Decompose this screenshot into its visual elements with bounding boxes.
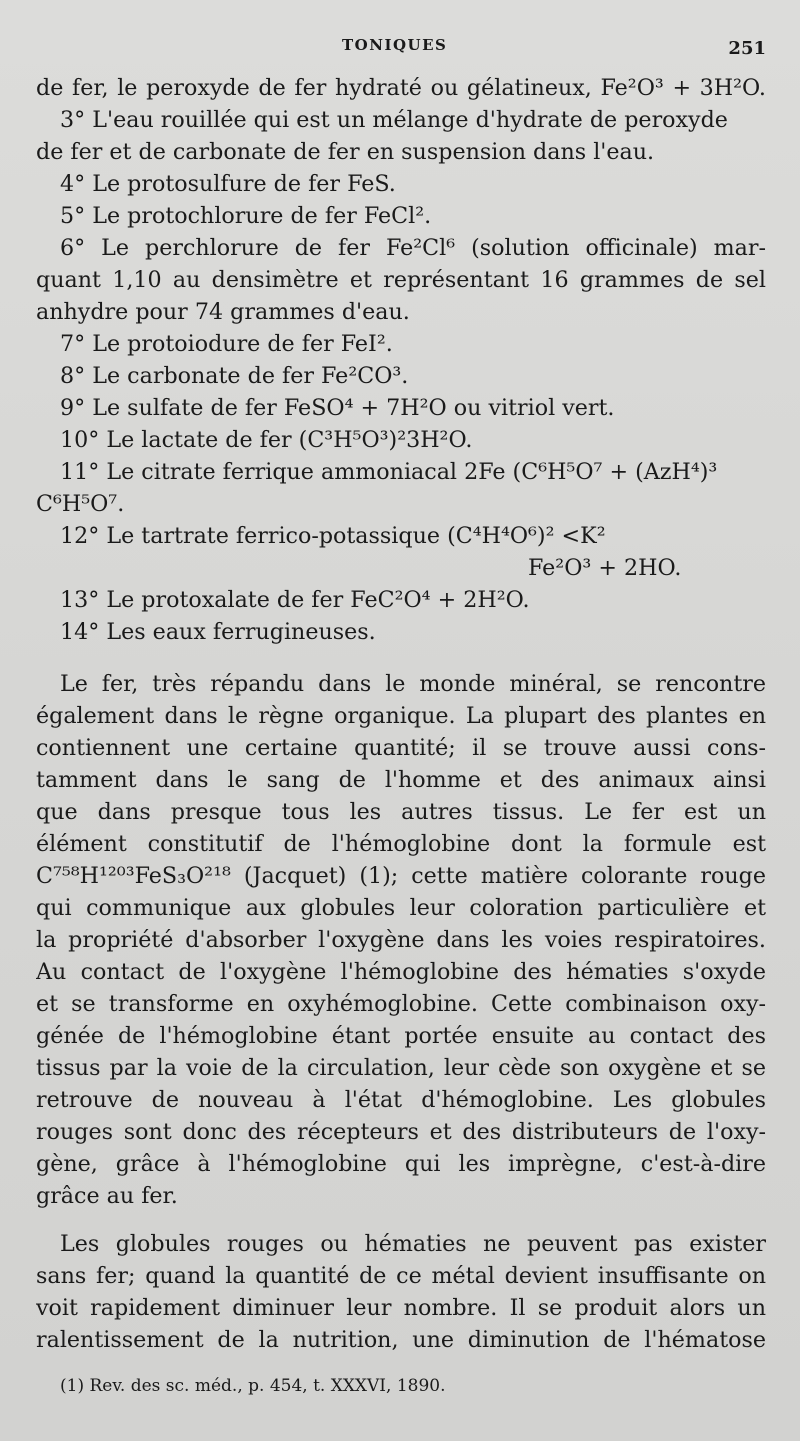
list-item: 10° Le lactate de fer (C³H⁵O³)²3H²O. [60, 427, 473, 453]
list-item: 11° Le citrate ferrique ammoniacal 2Fe (C⁶H⁵O⁷ + (AzH⁴)³ [60, 459, 718, 485]
text-line: rouges sont donc des récepteurs et des distributeurs de l'oxy- [36, 1119, 766, 1145]
text-line: Fe²O³ + 2HO. [528, 555, 682, 581]
text-line: retrouve de nouveau à l'état d'hémoglobine. Les globules [36, 1087, 766, 1113]
text-line: Les globules rouges ou hématies ne peuvent pas exister [60, 1231, 766, 1257]
text-line: voit rapidement diminuer leur nombre. Il se produit alors un [36, 1295, 766, 1321]
text-line: et se transforme en oxyhémoglobine. Cette combinaison oxy- [36, 991, 766, 1017]
text-line: grâce au fer. [36, 1183, 178, 1209]
list-item: 4° Le protosulfure de fer FeS. [60, 171, 396, 197]
list-item: 6° Le perchlorure de fer Fe²Cl⁶ (solution officinale) mar- [60, 235, 766, 261]
text-line: également dans le règne organique. La plupart des plantes en [36, 703, 766, 729]
text-line: Le fer, très répandu dans le monde minéral, se rencontre [60, 671, 766, 697]
text-line: contiennent une certaine quantité; il se trouve aussi cons- [36, 735, 766, 761]
list-item: 3° L'eau rouillée qui est un mélange d'hydrate de peroxyde [60, 107, 728, 133]
text-line: quant 1,10 au densimètre et représentant 16 grammes de sel [36, 267, 766, 293]
paragraph-gap [36, 648, 766, 668]
text-line: tamment dans le sang de l'homme et des animaux ainsi [36, 767, 766, 793]
list-item: 13° Le protoxalate de fer FeC²O⁴ + 2H²O. [60, 587, 530, 613]
text-line: ralentissement de la nutrition, une diminution de l'hématose [36, 1327, 766, 1353]
page-header [0, 30, 800, 60]
paragraph-gap [36, 1212, 766, 1228]
list-item: 9° Le sulfate de fer FeSO⁴ + 7H²O ou vitriol vert. [60, 395, 615, 421]
page-number: 251 [728, 38, 766, 59]
text-line: sans fer; quand la quantité de ce métal devient insuffisante on [36, 1263, 766, 1289]
list-item: 14° Les eaux ferrugineuses. [60, 619, 376, 645]
list-item: 12° Le tartrate ferrico-potassique (C⁴H⁴O⁶)² <K² [60, 523, 606, 549]
text-line: de fer et de carbonate de fer en suspension dans l'eau. [36, 139, 655, 165]
text-line: de fer, le peroxyde de fer hydraté ou gélatineux, Fe²O³ + 3H²O. [36, 75, 766, 101]
text-line: qui communique aux globules leur coloration particulière et [36, 895, 766, 921]
text-line: la propriété d'absorber l'oxygène dans les voies respiratoires. [36, 927, 766, 953]
text-line: génée de l'hémoglobine étant portée ensuite au contact des [36, 1023, 766, 1049]
list-item: 8° Le carbonate de fer Fe²CO³. [60, 363, 409, 389]
paragraph [36, 668, 766, 1212]
text-line: élément constitutif de l'hémoglobine dont la formule est [36, 831, 766, 857]
numbered-list [36, 72, 766, 648]
text-line: tissus par la voie de la circulation, leur cède son oxygène et se [36, 1055, 766, 1081]
list-item: 7° Le protoiodure de fer FeI². [60, 331, 393, 357]
text-line: C⁷⁵⁸H¹²⁰³FeS₃O²¹⁸ (Jacquet) (1); cette matière colorante rouge [36, 863, 766, 889]
text-line: gène, grâce à l'hémoglobine qui les imprègne, c'est-à-dire [36, 1151, 766, 1177]
text-line: que dans presque tous les autres tissus. Le fer est un [36, 799, 766, 825]
paragraph [36, 1228, 766, 1356]
text-line: anhydre pour 74 grammes d'eau. [36, 299, 410, 325]
running-title: TONIQUES [342, 36, 448, 54]
text-line: C⁶H⁵O⁷. [36, 491, 125, 517]
body-text [36, 72, 766, 1356]
footnote: (1) Rev. des sc. méd., p. 454, t. XXXVI, 1890. [60, 1376, 446, 1396]
text-line: Au contact de l'oxygène l'hémoglobine des hématies s'oxyde [36, 959, 766, 985]
list-item: 5° Le protochlorure de fer FeCl². [60, 203, 432, 229]
